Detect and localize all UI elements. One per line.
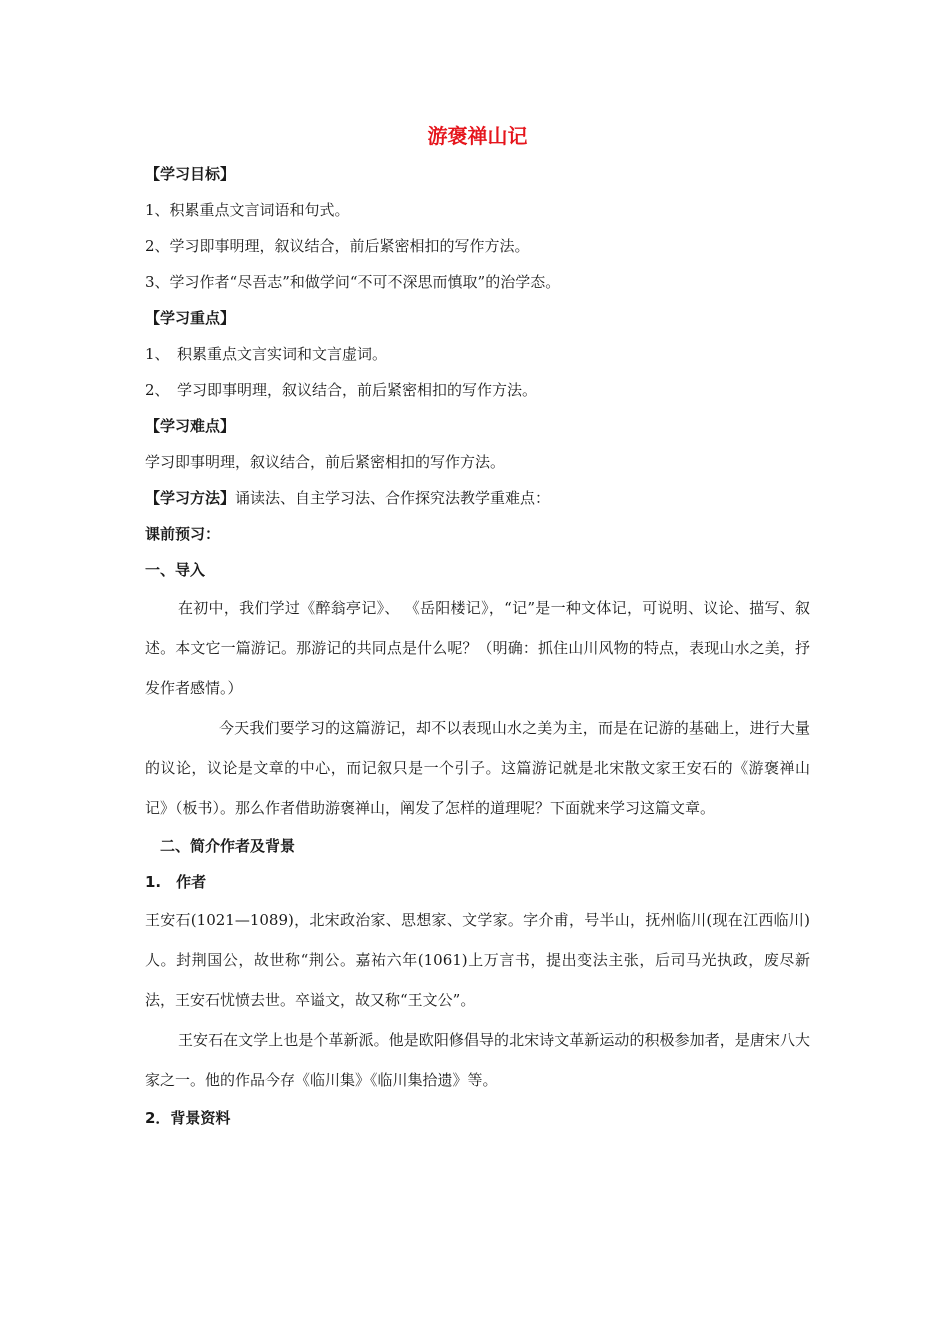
document-page [145,118,810,1136]
key-points-heading: 【学习重点】 [145,309,236,327]
objective-item-1: 1、积累重点文言词语和句式。 [145,201,350,219]
author-section-heading: 二、简介作者及背景 [160,837,296,855]
methods-text: 诵读法、自主学习法、合作探究法教学重难点： [235,489,551,507]
intro-paragraph-2: 今天我们要学习的这篇游记，却不以表现山水之美为主，而是在记游的基础上，进行大量的议论，议论是文章的中心，而记叙只是一个引子。这篇游记就是北宋散文家王安石的《游褒禅山记》（板书）。那么作者借助游褒禅山，阐发了怎样的道理呢？下面就来学习这篇文章。 [145,719,810,817]
difficulties-heading: 【学习难点】 [145,417,236,435]
author-subheading: 1. 作者 [145,873,207,891]
methods-heading: 【学习方法】 [145,489,236,507]
key-point-item-1: 1、 积累重点文言实词和文言虚词。 [145,345,388,363]
preview-heading: 课前预习： [145,525,221,543]
intro-heading: 一、导入 [145,561,206,579]
intro-paragraph-1: 在初中，我们学过《醉翁亭记》、 《岳阳楼记》，“记”是一种文体记，可说明、议论、描写、叙述。本文它一篇游记。那游记的共同点是什么呢？（明确：抓住山川风物的特点，表现山水之美，抒发作者感情。） [145,599,810,697]
key-point-item-2: 2、 学习即事明理，叙议结合，前后紧密相扣的写作方法。 [145,381,538,399]
author-paragraph-2: 王安石在文学上也是个革新派。他是欧阳修倡导的北宋诗文革新运动的积极参加者，是唐宋八大家之一。他的作品今存《临川集》《临川集拾遗》等。 [145,1031,810,1089]
difficulties-text: 学习即事明理，叙议结合，前后紧密相扣的写作方法。 [145,453,506,471]
objectives-heading: 【学习目标】 [145,165,236,183]
methods-line [145,480,810,516]
author-paragraph-1: 王安石(1021—1089)，北宋政治家、思想家、文学家。字介甫，号半山，抚州临川(现在江西临川)人。封荆国公，故世称“荆公。嘉祐六年(1061)上万言书，提出变法主张，后司马光执政，废尽新法，王安石忧愤去世。卒谥文，故又称“王文公”。 [145,911,810,1009]
objective-item-2: 2、学习即事明理，叙议结合，前后紧密相扣的写作方法。 [145,237,530,255]
objective-item-3: 3、学习作者“尽吾志”和做学问“不可不深思而慎取”的治学态。 [145,273,561,291]
background-subheading: 2．背景资料 [145,1109,231,1127]
document-title: 游褒禅山记 [427,124,528,148]
